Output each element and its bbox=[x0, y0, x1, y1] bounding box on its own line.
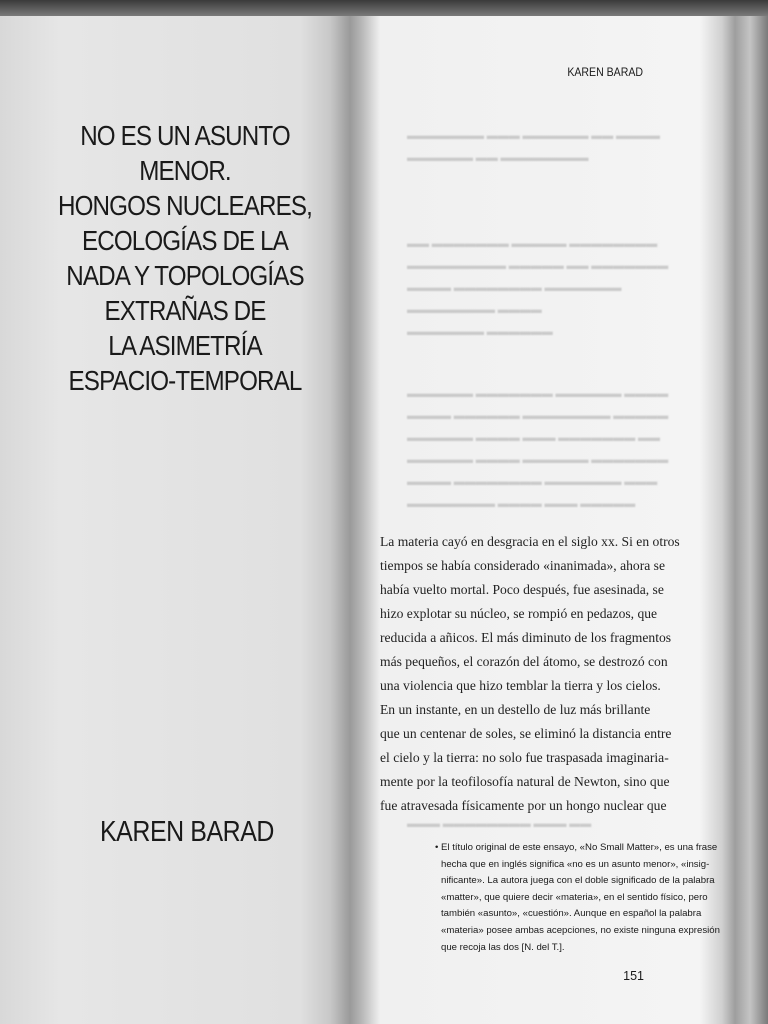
title-line: NADA Y TOPOLOGÍAS bbox=[66, 260, 304, 291]
body-line: mente por la teofilosofía natural de Newton, sino que bbox=[380, 774, 670, 789]
left-page bbox=[0, 16, 355, 1024]
footnote-line: que recoja las dos [N. del T.]. bbox=[441, 941, 565, 953]
footnote-line: nificante». La autora juega con el doble significado de la palabra bbox=[441, 875, 715, 887]
footnote-line: hecha que en inglés significa «no es un asunto menor», «insig- bbox=[441, 858, 710, 870]
footnote-line: • El título original de este ensayo, «No Small Matter», es una frase bbox=[435, 842, 718, 853]
show-through-text: ▬▬▬▬▬▬▬ ▬▬▬ ▬▬▬▬▬▬ ▬▬ ▬▬▬▬ bbox=[407, 130, 660, 142]
show-through-text: ▬▬▬▬▬▬▬ ▬▬▬▬▬▬ bbox=[407, 326, 553, 338]
show-through-text: ▬▬▬▬▬▬▬▬▬ ▬▬▬▬▬ ▬▬ ▬▬▬▬▬▬▬ bbox=[407, 260, 669, 272]
running-head: KAREN BARAD bbox=[567, 65, 643, 79]
show-through-text: ▬▬▬▬▬▬ ▬▬▬▬ ▬▬▬▬▬▬ ▬▬▬▬▬▬▬ bbox=[407, 454, 669, 466]
body-line: reducida a añicos. El más diminuto de los fragmentos bbox=[380, 630, 672, 645]
body-line: tiempos se había considerado «inanimada», ahora se bbox=[380, 558, 665, 573]
body-line: el cielo y la tierra: no solo fue traspasada imaginaria- bbox=[380, 750, 669, 765]
show-through-text: ▬▬▬▬▬▬ ▬▬▬▬ ▬▬▬ ▬▬▬▬▬▬▬ ▬▬ bbox=[407, 432, 660, 444]
footnote-line: «materia» posee ambas acepciones, no existe ninguna expresión bbox=[441, 924, 720, 936]
show-through-text: ▬▬▬▬ ▬▬▬▬▬▬▬▬ ▬▬▬▬▬▬▬ ▬▬▬ bbox=[407, 476, 658, 488]
author-name: KAREN BARAD bbox=[99, 816, 275, 848]
show-through-text: ▬▬ ▬▬▬▬▬▬▬ ▬▬▬▬▬ ▬▬▬▬▬▬▬▬ bbox=[407, 238, 658, 250]
title-line: HONGOS NUCLEARES, bbox=[58, 190, 312, 221]
body-line: más pequeños, el corazón del átomo, se destrozó con bbox=[380, 654, 668, 669]
body-line: había vuelto mortal. Poco después, fue asesinada, se bbox=[380, 582, 664, 597]
chapter-title bbox=[57, 118, 312, 398]
title-line: NO ES UN ASUNTO bbox=[80, 120, 290, 151]
title-line: LA ASIMETRÍA bbox=[108, 330, 262, 361]
body-line: una violencia que hizo temblar la tierra y los cielos. bbox=[380, 678, 661, 693]
show-through-text: ▬▬▬▬▬▬▬▬ ▬▬▬▬ bbox=[407, 304, 542, 316]
body-line: fue atravesada físicamente por un hongo nuclear que bbox=[380, 798, 667, 813]
title-line: ECOLOGÍAS DE LA bbox=[81, 225, 289, 256]
show-through-text: ▬▬▬▬ ▬▬▬▬▬▬▬▬ ▬▬▬▬▬▬▬ bbox=[407, 282, 622, 294]
body-line: hizo explotar su núcleo, se rompió en pedazos, que bbox=[380, 606, 658, 621]
body-line: que un centenar de soles, se eliminó la distancia entre bbox=[380, 726, 672, 741]
footnote-line: «matter», que quiere decir «materia», en el sentido físico, pero bbox=[441, 891, 708, 903]
body-line: La materia cayó en desgracia en el siglo xx. Si en otros bbox=[380, 534, 680, 549]
show-through-text: ▬▬▬ ▬▬▬▬▬▬▬▬ ▬▬▬ ▬▬ bbox=[407, 818, 592, 830]
title-line: ESPACIO-TEMPORAL bbox=[68, 365, 302, 396]
body-paragraph bbox=[380, 530, 680, 818]
show-through-text: ▬▬▬▬▬▬ ▬▬▬▬▬▬▬ ▬▬▬▬▬▬ ▬▬▬▬ bbox=[407, 388, 669, 400]
footnote bbox=[435, 840, 720, 956]
page-number: 151 bbox=[623, 969, 644, 983]
show-through-text: ▬▬▬▬▬▬▬▬ ▬▬▬▬ ▬▬▬ ▬▬▬▬▬ bbox=[407, 498, 636, 510]
right-page bbox=[375, 16, 725, 1024]
body-line: En un instante, en un destello de luz más brillante bbox=[380, 702, 651, 717]
scanner-edge bbox=[0, 0, 768, 16]
show-through-text: ▬▬▬▬▬▬ ▬▬ ▬▬▬▬▬▬▬▬ bbox=[407, 152, 589, 164]
show-through-text: ▬▬▬▬ ▬▬▬▬▬▬ ▬▬▬▬▬▬▬▬ ▬▬▬▬▬ bbox=[407, 410, 669, 422]
title-line: MENOR. bbox=[139, 155, 231, 186]
footnote-line: también «asunto», «cuestión». Aunque en español la palabra bbox=[441, 908, 702, 920]
title-line: EXTRAÑAS DE bbox=[104, 295, 266, 326]
